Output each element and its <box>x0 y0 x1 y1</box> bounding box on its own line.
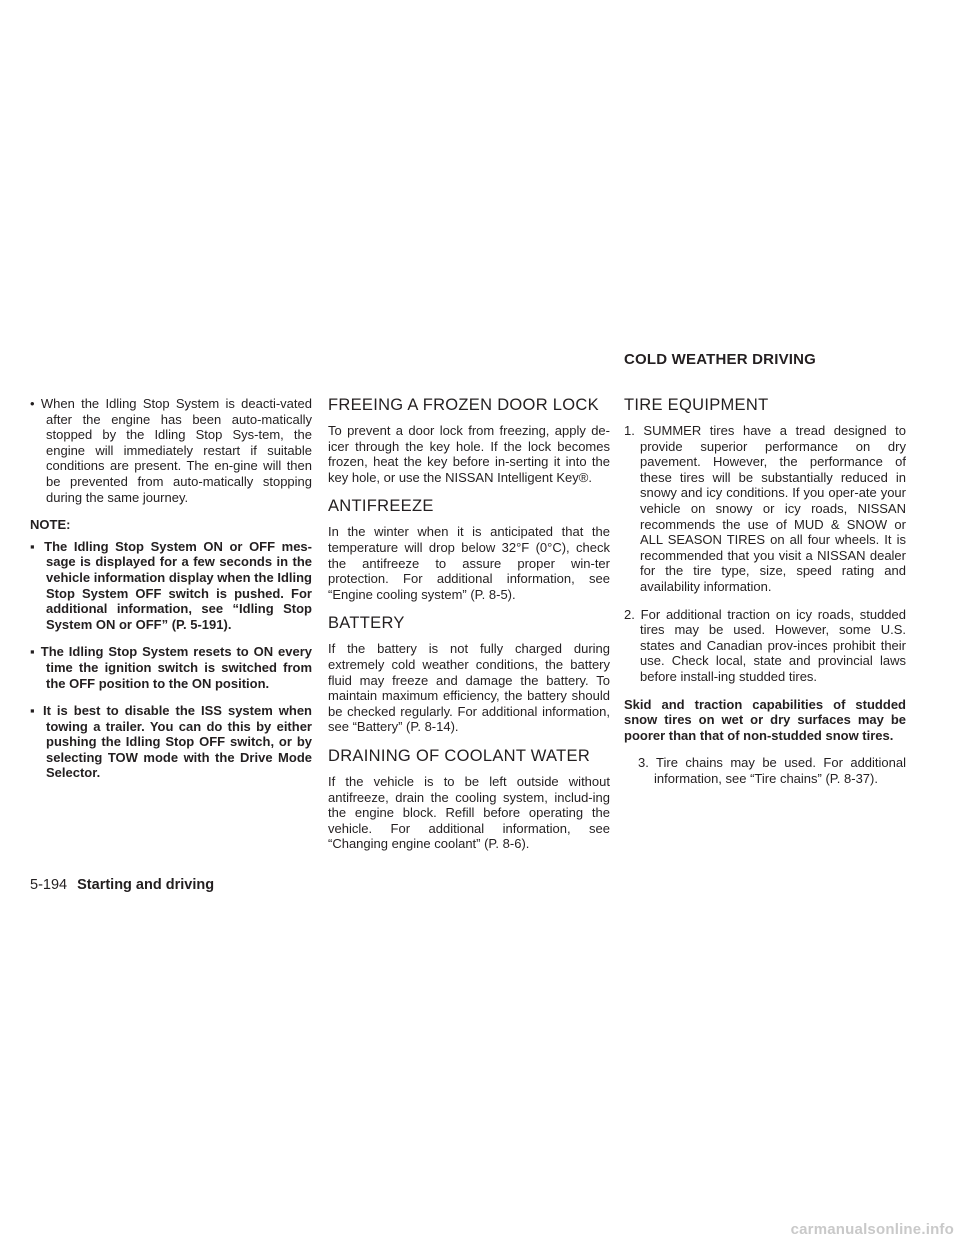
section-title-door-lock: FREEING A FROZEN DOOR LOCK <box>328 396 599 414</box>
note-item: ▪ The Idling Stop System ON or OFF mes-sage is displayed for a few seconds in the vehicle information display when the Idling Stop System OFF switch is pushed. For additional information, see “Idling Stop System ON or OFF” (P. 5-191). <box>30 538 312 632</box>
section-header: COLD WEATHER DRIVING <box>624 351 817 368</box>
chapter-title: Starting and driving <box>77 877 215 893</box>
section-body-antifreeze: In the winter when it is anticipated that the temperature will drop below 32°F (0°C), check the antifreeze to assure proper win-ter protection. For additional information, see “Engine cooling system” (P. 8-5). <box>328 524 610 602</box>
tire-item-2: 2. For additional traction on icy roads, studded tires may be used. However, some U.S. states and Canadian prov-inces prohibit their use. Check local, state and provincial laws before install-ing studded tires. <box>624 606 906 684</box>
section-body-coolant: If the vehicle is to be left outside without antifreeze, drain the cooling system, includ-ing the engine block. Refill before operating the vehicle. For additional information, see “Changing engine coolant” (P. 8-6). <box>328 773 610 852</box>
intro-bullet: • When the Idling Stop System is deacti-vated after the engine has been auto-matically stopped by the Idling Stop Sys-tem, the engine will immediately restart if suitable conditions are present. The en-gine will then be prevented from auto-matically stopping during the same journey. <box>30 396 312 505</box>
studded-tire-warning: Skid and traction capabilities of studded snow tires on wet or dry surfaces may be poorer than that of non-studded snow tires. <box>624 696 906 743</box>
section-title-antifreeze: ANTIFREEZE <box>328 497 434 516</box>
section-title-battery: BATTERY <box>328 614 405 633</box>
section-body-door-lock: To prevent a door lock from freezing, apply de-icer through the key hole. If the lock becomes frozen, heat the key before in-serting it into the key hole, or use the NISSAN Intelligent Key®. <box>328 423 610 485</box>
note-item: ▪ It is best to disable the ISS system when towing a trailer. You can do this by either pushing the Idling Stop OFF switch, or by selecting TOW mode with the Drive Mode Selector. <box>30 703 312 781</box>
column-middle <box>328 396 610 864</box>
section-body-battery: If the battery is not fully charged during extremely cold weather conditions, the battery fluid may freeze and damage the battery. To maintain maximum efficiency, the battery should be checked regularly. For additional information, see “Battery” (P. 8-14). <box>328 641 610 735</box>
section-title-coolant: DRAINING OF COOLANT WATER <box>328 746 591 765</box>
note-item: ▪ The Idling Stop System resets to ON every time the ignition switch is switched from the OFF position to the ON position. <box>30 644 312 691</box>
column-right <box>624 396 906 798</box>
page-footer <box>30 877 214 893</box>
watermark: carmanualsonline.info <box>790 1221 954 1238</box>
tire-item-3: 3. Tire chains may be used. For additional information, see “Tire chains” (P. 8-37). <box>638 755 906 786</box>
tire-item-1: 1. SUMMER tires have a tread designed to provide superior performance on dry pavement. However, the performance of these tires will be substantially reduced in snowy and icy conditions. If you oper-ate your vehicle on snowy or icy roads, NISSAN recommends the use of MUD & SNOW or ALL SEASON TIRES on all four wheels. It is recommended that you visit a NISSAN dealer for the tire type, size, speed rating and availability information. <box>624 423 906 594</box>
column-left <box>30 396 312 793</box>
note-title: NOTE: <box>30 517 71 533</box>
section-title-tire-equipment: TIRE EQUIPMENT <box>624 396 769 414</box>
page-number: 5-194 <box>30 877 68 893</box>
